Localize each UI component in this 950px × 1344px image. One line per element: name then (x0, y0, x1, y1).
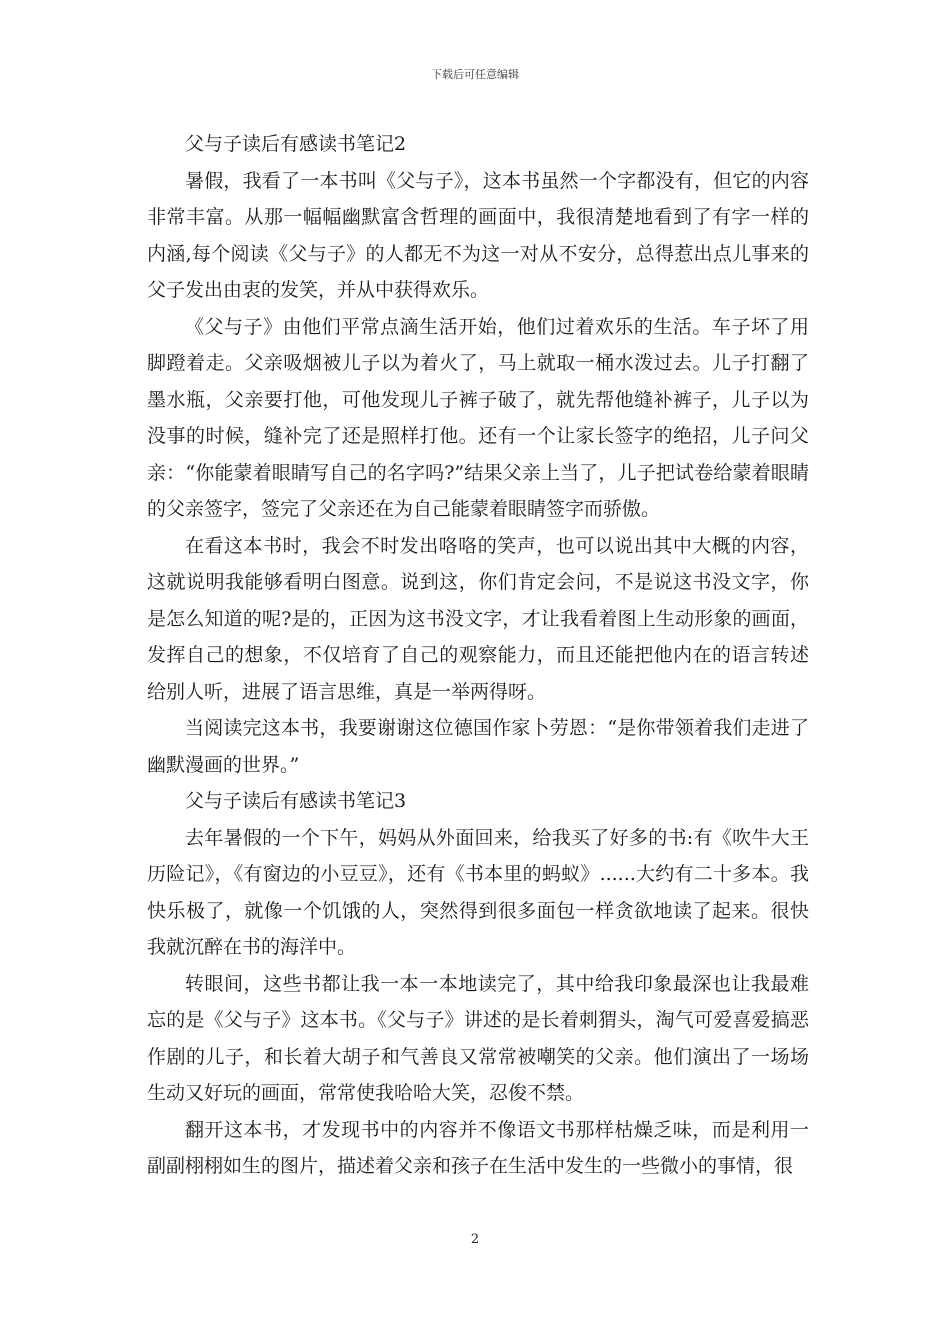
document-body (147, 126, 809, 1185)
paragraph: 当阅读完这本书，我要谢谢这位德国作家卜劳恩：“是你带领着我们走进了幽默漫画的世界。” (147, 717, 809, 776)
paragraph: 在看这本书时，我会不时发出咯咯的笑声，也可以说出其中大概的内容，这就说明我能够看明白图意。说到这，你们肯定会问，不是说这书没文字，你是怎么知道的呢?是的，正因为这书没文字，才让我看着图上生动形象的画面，发挥自己的想象，不仅培育了自己的观察能力，而且还能把他内在的语言转述给别人听，进展了语言思维，真是一举两得呀。 (147, 534, 809, 703)
paragraph: 去年暑假的一个下午，妈妈从外面回来，给我买了好多的书:有《吹牛大王历险记》，《有窗边的小豆豆》，还有《书本里的蚂蚁》......大约有二十多本。我快乐极了，就像一个饥饿的人，突然得到很多面包一样贪欲地读了起来。很快我就沉醉在书的海洋中。 (147, 826, 809, 958)
page-number: 2 (470, 1232, 480, 1247)
page-header: 下载后可任意编辑 (431, 68, 519, 81)
paragraph: 暑假，我看了一本书叫《父与子》，这本书虽然一个字都没有，但它的内容非常丰富。从那一幅幅幽默富含哲理的画面中，我很清楚地看到了有字一样的内涵,每个阅读《父与子》的人都无不为这一对从不安分，总得惹出点儿事来的父子发出由衷的发笑，并从中获得欢乐。 (147, 169, 809, 301)
section-heading: 父与子读后有感读书笔记2 (185, 133, 407, 155)
section-heading: 父与子读后有感读书笔记3 (185, 790, 407, 812)
paragraph: 《父与子》由他们平常点滴生活开始，他们过着欢乐的生活。车子坏了用脚蹬着走。父亲吸烟被儿子以为着火了，马上就取一桶水泼过去。儿子打翻了墨水瓶，父亲要打他，可他发现儿子裤子破了，就先帮他缝补裤子，儿子以为没事的时候，缝补完了还是照样打他。还有一个让家长签字的绝招，儿子问父亲：“你能蒙着眼睛写自己的名字吗?”结果父亲上当了，儿子把试卷给蒙着眼睛的父亲签字，签完了父亲还在为自己能蒙着眼睛签字而骄傲。 (147, 315, 809, 520)
paragraph: 转眼间，这些书都让我一本一本地读完了，其中给我印象最深也让我最难忘的是《父与子》这本书。《父与子》讲述的是长着刺猬头，淘气可爱喜爱搞恶作剧的儿子，和长着大胡子和气善良又常常被嘲笑的父亲。他们演出了一场场生动又好玩的画面，常常使我哈哈大笑，忍俊不禁。 (147, 972, 809, 1104)
paragraph: 翻开这本书，才发现书中的内容并不像语文书那样枯燥乏味，而是利用一副副栩栩如生的图片，描述着父亲和孩子在生活中发生的一些微小的事情，很 (147, 1118, 809, 1177)
